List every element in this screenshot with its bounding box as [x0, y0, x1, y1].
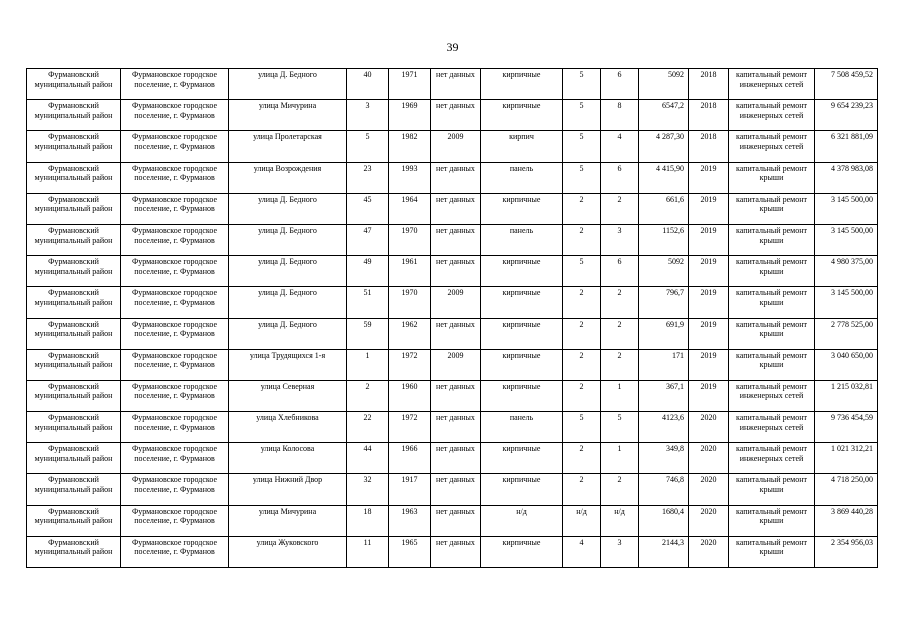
- house-number-cell: 18: [347, 505, 389, 536]
- work-type-cell: капитальный ремонт крыши: [729, 505, 815, 536]
- entrances-cell: 3: [601, 536, 639, 567]
- settlement-cell: Фурмановское городское поселение, г. Фурманов: [121, 162, 229, 193]
- area-cell: 6547,2: [639, 100, 689, 131]
- table-row: [27, 100, 878, 131]
- cost-cell: 3 145 500,00: [815, 193, 878, 224]
- settlement-cell: Фурмановское городское поселение, г. Фурманов: [121, 318, 229, 349]
- settlement-cell: Фурмановское городское поселение, г. Фурманов: [121, 536, 229, 567]
- street-cell: улица Колосова: [229, 443, 347, 474]
- year-built-cell: 1972: [389, 349, 431, 380]
- year-overhaul-cell: нет данных: [431, 443, 481, 474]
- street-cell: улица Д. Бедного: [229, 287, 347, 318]
- table-row: [27, 443, 878, 474]
- plan-year-cell: 2019: [689, 287, 729, 318]
- floors-cell: 5: [563, 69, 601, 100]
- district-cell: Фурмановский муниципальный район: [27, 162, 121, 193]
- cost-cell: 1 215 032,81: [815, 380, 878, 411]
- year-overhaul-cell: нет данных: [431, 474, 481, 505]
- entrances-cell: 8: [601, 100, 639, 131]
- year-overhaul-cell: 2009: [431, 287, 481, 318]
- table-row: [27, 412, 878, 443]
- cost-cell: 2 354 956,03: [815, 536, 878, 567]
- settlement-cell: Фурмановское городское поселение, г. Фурманов: [121, 69, 229, 100]
- entrances-cell: 2: [601, 318, 639, 349]
- year-built-cell: 1965: [389, 536, 431, 567]
- work-type-cell: капитальный ремонт крыши: [729, 536, 815, 567]
- entrances-cell: 4: [601, 131, 639, 162]
- floors-cell: 2: [563, 443, 601, 474]
- housing-repair-table: [26, 68, 878, 568]
- table-row: [27, 505, 878, 536]
- year-built-cell: 1970: [389, 287, 431, 318]
- street-cell: улица Трудящихся 1-я: [229, 349, 347, 380]
- cost-cell: 4 980 375,00: [815, 256, 878, 287]
- work-type-cell: капитальный ремонт крыши: [729, 224, 815, 255]
- district-cell: Фурмановский муниципальный район: [27, 256, 121, 287]
- street-cell: улица Северная: [229, 380, 347, 411]
- district-cell: Фурмановский муниципальный район: [27, 224, 121, 255]
- year-built-cell: 1963: [389, 505, 431, 536]
- year-overhaul-cell: нет данных: [431, 69, 481, 100]
- table-row: [27, 131, 878, 162]
- settlement-cell: Фурмановское городское поселение, г. Фурманов: [121, 380, 229, 411]
- house-number-cell: 1: [347, 349, 389, 380]
- area-cell: 4 415,90: [639, 162, 689, 193]
- settlement-cell: Фурмановское городское поселение, г. Фурманов: [121, 193, 229, 224]
- cost-cell: 3 145 500,00: [815, 287, 878, 318]
- entrances-cell: 5: [601, 412, 639, 443]
- wall-material-cell: н/д: [481, 505, 563, 536]
- work-type-cell: капитальный ремонт инженерных сетей: [729, 380, 815, 411]
- settlement-cell: Фурмановское городское поселение, г. Фурманов: [121, 412, 229, 443]
- area-cell: 691,9: [639, 318, 689, 349]
- floors-cell: 2: [563, 318, 601, 349]
- year-built-cell: 1960: [389, 380, 431, 411]
- area-cell: 349,8: [639, 443, 689, 474]
- entrances-cell: 2: [601, 474, 639, 505]
- street-cell: улица Нижний Двор: [229, 474, 347, 505]
- work-type-cell: капитальный ремонт инженерных сетей: [729, 69, 815, 100]
- cost-cell: 3 869 440,28: [815, 505, 878, 536]
- settlement-cell: Фурмановское городское поселение, г. Фурманов: [121, 349, 229, 380]
- floors-cell: н/д: [563, 505, 601, 536]
- cost-cell: 6 321 881,09: [815, 131, 878, 162]
- house-number-cell: 3: [347, 100, 389, 131]
- work-type-cell: капитальный ремонт инженерных сетей: [729, 412, 815, 443]
- work-type-cell: капитальный ремонт инженерных сетей: [729, 443, 815, 474]
- table-row: [27, 224, 878, 255]
- district-cell: Фурмановский муниципальный район: [27, 69, 121, 100]
- floors-cell: 2: [563, 193, 601, 224]
- street-cell: улица Д. Бедного: [229, 318, 347, 349]
- year-built-cell: 1971: [389, 69, 431, 100]
- plan-year-cell: 2020: [689, 474, 729, 505]
- year-overhaul-cell: 2009: [431, 131, 481, 162]
- cost-cell: 2 778 525,00: [815, 318, 878, 349]
- house-number-cell: 51: [347, 287, 389, 318]
- entrances-cell: 1: [601, 443, 639, 474]
- year-overhaul-cell: нет данных: [431, 380, 481, 411]
- plan-year-cell: 2019: [689, 162, 729, 193]
- cost-cell: 3 040 650,00: [815, 349, 878, 380]
- house-number-cell: 45: [347, 193, 389, 224]
- settlement-cell: Фурмановское городское поселение, г. Фурманов: [121, 287, 229, 318]
- table-row: [27, 474, 878, 505]
- work-type-cell: капитальный ремонт инженерных сетей: [729, 100, 815, 131]
- plan-year-cell: 2019: [689, 349, 729, 380]
- plan-year-cell: 2019: [689, 318, 729, 349]
- floors-cell: 5: [563, 256, 601, 287]
- work-type-cell: капитальный ремонт инженерных сетей: [729, 131, 815, 162]
- district-cell: Фурмановский муниципальный район: [27, 505, 121, 536]
- area-cell: 796,7: [639, 287, 689, 318]
- work-type-cell: капитальный ремонт крыши: [729, 349, 815, 380]
- wall-material-cell: кирпичные: [481, 318, 563, 349]
- street-cell: улица Д. Бедного: [229, 193, 347, 224]
- district-cell: Фурмановский муниципальный район: [27, 443, 121, 474]
- table-body: [27, 69, 878, 568]
- cost-cell: 9 654 239,23: [815, 100, 878, 131]
- entrances-cell: 3: [601, 224, 639, 255]
- table-row: [27, 162, 878, 193]
- entrances-cell: 1: [601, 380, 639, 411]
- year-overhaul-cell: нет данных: [431, 224, 481, 255]
- wall-material-cell: кирпичные: [481, 536, 563, 567]
- plan-year-cell: 2018: [689, 100, 729, 131]
- table-row: [27, 287, 878, 318]
- settlement-cell: Фурмановское городское поселение, г. Фурманов: [121, 224, 229, 255]
- floors-cell: 2: [563, 224, 601, 255]
- house-number-cell: 32: [347, 474, 389, 505]
- table-row: [27, 69, 878, 100]
- year-overhaul-cell: нет данных: [431, 318, 481, 349]
- wall-material-cell: кирпичные: [481, 100, 563, 131]
- year-overhaul-cell: нет данных: [431, 412, 481, 443]
- street-cell: улица Жуковского: [229, 536, 347, 567]
- year-overhaul-cell: 2009: [431, 349, 481, 380]
- house-number-cell: 40: [347, 69, 389, 100]
- settlement-cell: Фурмановское городское поселение, г. Фурманов: [121, 505, 229, 536]
- floors-cell: 4: [563, 536, 601, 567]
- street-cell: улица Д. Бедного: [229, 224, 347, 255]
- area-cell: 5092: [639, 256, 689, 287]
- settlement-cell: Фурмановское городское поселение, г. Фурманов: [121, 443, 229, 474]
- district-cell: Фурмановский муниципальный район: [27, 349, 121, 380]
- street-cell: улица Мичурина: [229, 505, 347, 536]
- year-built-cell: 1993: [389, 162, 431, 193]
- wall-material-cell: кирпичные: [481, 474, 563, 505]
- year-built-cell: 1964: [389, 193, 431, 224]
- wall-material-cell: панель: [481, 412, 563, 443]
- work-type-cell: капитальный ремонт крыши: [729, 162, 815, 193]
- cost-cell: 9 736 454,59: [815, 412, 878, 443]
- house-number-cell: 44: [347, 443, 389, 474]
- year-overhaul-cell: нет данных: [431, 162, 481, 193]
- street-cell: улица Д. Бедного: [229, 256, 347, 287]
- year-built-cell: 1966: [389, 443, 431, 474]
- wall-material-cell: кирпичные: [481, 349, 563, 380]
- settlement-cell: Фурмановское городское поселение, г. Фурманов: [121, 100, 229, 131]
- year-built-cell: 1970: [389, 224, 431, 255]
- year-overhaul-cell: нет данных: [431, 536, 481, 567]
- wall-material-cell: кирпичные: [481, 256, 563, 287]
- year-built-cell: 1961: [389, 256, 431, 287]
- wall-material-cell: кирпичные: [481, 443, 563, 474]
- floors-cell: 2: [563, 474, 601, 505]
- cost-cell: 1 021 312,21: [815, 443, 878, 474]
- plan-year-cell: 2020: [689, 443, 729, 474]
- house-number-cell: 23: [347, 162, 389, 193]
- area-cell: 1152,6: [639, 224, 689, 255]
- street-cell: улица Мичурина: [229, 100, 347, 131]
- entrances-cell: 6: [601, 162, 639, 193]
- district-cell: Фурмановский муниципальный район: [27, 131, 121, 162]
- cost-cell: 4 718 250,00: [815, 474, 878, 505]
- entrances-cell: н/д: [601, 505, 639, 536]
- floors-cell: 2: [563, 349, 601, 380]
- district-cell: Фурмановский муниципальный район: [27, 287, 121, 318]
- wall-material-cell: кирпичные: [481, 69, 563, 100]
- area-cell: 746,8: [639, 474, 689, 505]
- cost-cell: 7 508 459,52: [815, 69, 878, 100]
- table-row: [27, 380, 878, 411]
- area-cell: 4 287,30: [639, 131, 689, 162]
- plan-year-cell: 2019: [689, 256, 729, 287]
- floors-cell: 5: [563, 412, 601, 443]
- work-type-cell: капитальный ремонт крыши: [729, 287, 815, 318]
- district-cell: Фурмановский муниципальный район: [27, 380, 121, 411]
- area-cell: 171: [639, 349, 689, 380]
- entrances-cell: 6: [601, 256, 639, 287]
- plan-year-cell: 2020: [689, 412, 729, 443]
- table-row: [27, 193, 878, 224]
- district-cell: Фурмановский муниципальный район: [27, 100, 121, 131]
- year-built-cell: 1982: [389, 131, 431, 162]
- area-cell: 5092: [639, 69, 689, 100]
- wall-material-cell: кирпичные: [481, 380, 563, 411]
- area-cell: 1680,4: [639, 505, 689, 536]
- table-row: [27, 536, 878, 567]
- settlement-cell: Фурмановское городское поселение, г. Фурманов: [121, 131, 229, 162]
- area-cell: 367,1: [639, 380, 689, 411]
- year-overhaul-cell: нет данных: [431, 100, 481, 131]
- table-row: [27, 256, 878, 287]
- year-built-cell: 1972: [389, 412, 431, 443]
- year-overhaul-cell: нет данных: [431, 193, 481, 224]
- street-cell: улица Пролетарская: [229, 131, 347, 162]
- table-row: [27, 318, 878, 349]
- entrances-cell: 2: [601, 287, 639, 318]
- house-number-cell: 47: [347, 224, 389, 255]
- page-number: 39: [446, 40, 459, 54]
- settlement-cell: Фурмановское городское поселение, г. Фурманов: [121, 256, 229, 287]
- wall-material-cell: кирпичные: [481, 287, 563, 318]
- street-cell: улица Возрождения: [229, 162, 347, 193]
- street-cell: улица Д. Бедного: [229, 69, 347, 100]
- street-cell: улица Хлебникова: [229, 412, 347, 443]
- year-built-cell: 1917: [389, 474, 431, 505]
- district-cell: Фурмановский муниципальный район: [27, 318, 121, 349]
- entrances-cell: 2: [601, 349, 639, 380]
- wall-material-cell: панель: [481, 224, 563, 255]
- table-row: [27, 349, 878, 380]
- plan-year-cell: 2019: [689, 193, 729, 224]
- entrances-cell: 6: [601, 69, 639, 100]
- plan-year-cell: 2020: [689, 536, 729, 567]
- work-type-cell: капитальный ремонт крыши: [729, 193, 815, 224]
- cost-cell: 3 145 500,00: [815, 224, 878, 255]
- floors-cell: 5: [563, 162, 601, 193]
- plan-year-cell: 2019: [689, 380, 729, 411]
- work-type-cell: капитальный ремонт крыши: [729, 256, 815, 287]
- plan-year-cell: 2020: [689, 505, 729, 536]
- house-number-cell: 11: [347, 536, 389, 567]
- house-number-cell: 5: [347, 131, 389, 162]
- work-type-cell: капитальный ремонт крыши: [729, 474, 815, 505]
- district-cell: Фурмановский муниципальный район: [27, 412, 121, 443]
- area-cell: 2144,3: [639, 536, 689, 567]
- house-number-cell: 22: [347, 412, 389, 443]
- plan-year-cell: 2019: [689, 224, 729, 255]
- floors-cell: 5: [563, 100, 601, 131]
- floors-cell: 5: [563, 131, 601, 162]
- year-built-cell: 1962: [389, 318, 431, 349]
- area-cell: 4123,6: [639, 412, 689, 443]
- house-number-cell: 59: [347, 318, 389, 349]
- area-cell: 661,6: [639, 193, 689, 224]
- wall-material-cell: панель: [481, 162, 563, 193]
- district-cell: Фурмановский муниципальный район: [27, 536, 121, 567]
- entrances-cell: 2: [601, 193, 639, 224]
- cost-cell: 4 378 983,08: [815, 162, 878, 193]
- year-built-cell: 1969: [389, 100, 431, 131]
- plan-year-cell: 2018: [689, 131, 729, 162]
- wall-material-cell: кирпич: [481, 131, 563, 162]
- plan-year-cell: 2018: [689, 69, 729, 100]
- wall-material-cell: кирпичные: [481, 193, 563, 224]
- house-number-cell: 2: [347, 380, 389, 411]
- district-cell: Фурмановский муниципальный район: [27, 474, 121, 505]
- district-cell: Фурмановский муниципальный район: [27, 193, 121, 224]
- floors-cell: 2: [563, 287, 601, 318]
- floors-cell: 2: [563, 380, 601, 411]
- work-type-cell: капитальный ремонт крыши: [729, 318, 815, 349]
- house-number-cell: 49: [347, 256, 389, 287]
- settlement-cell: Фурмановское городское поселение, г. Фурманов: [121, 474, 229, 505]
- year-overhaul-cell: нет данных: [431, 256, 481, 287]
- year-overhaul-cell: нет данных: [431, 505, 481, 536]
